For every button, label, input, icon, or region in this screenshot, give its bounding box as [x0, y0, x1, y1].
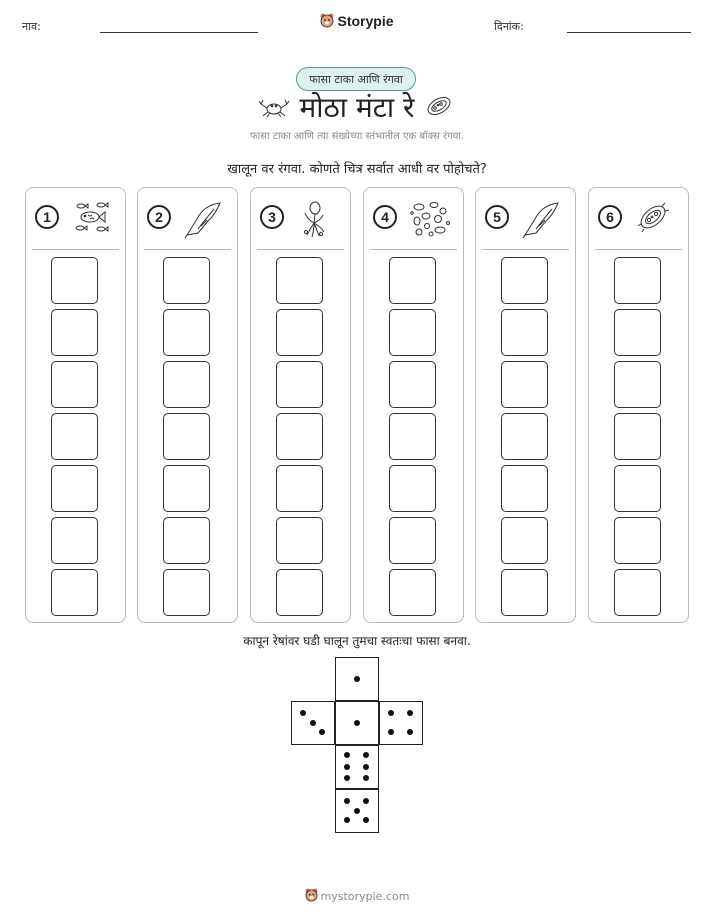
color-box[interactable]	[163, 465, 210, 512]
bear-logo-icon	[320, 13, 334, 32]
column-number: 5	[485, 205, 509, 229]
color-box[interactable]	[614, 569, 661, 616]
column-number: 2	[147, 205, 171, 229]
subtitle: फासा टाका आणि त्या संख्येच्या स्तंभातील एक बॉक्स रंगवा.	[249, 131, 465, 142]
date-label: दिनांक:	[494, 20, 524, 33]
column-divider	[257, 249, 344, 250]
color-box[interactable]	[501, 309, 548, 356]
die-pip	[363, 764, 369, 770]
color-box[interactable]	[51, 413, 98, 460]
color-box[interactable]	[389, 465, 436, 512]
color-box[interactable]	[276, 413, 323, 460]
column-3	[250, 187, 351, 623]
footer	[0, 888, 714, 906]
die-face	[379, 701, 423, 745]
color-box[interactable]	[276, 517, 323, 564]
column-number: 1	[35, 205, 59, 229]
column-2	[137, 187, 238, 623]
color-box[interactable]	[163, 309, 210, 356]
column-divider	[370, 249, 457, 250]
die-face	[291, 701, 335, 745]
column-number: 4	[373, 205, 397, 229]
column-4	[363, 187, 464, 623]
color-box[interactable]	[614, 413, 661, 460]
color-box[interactable]	[51, 309, 98, 356]
color-box[interactable]	[389, 517, 436, 564]
color-box[interactable]	[51, 569, 98, 616]
die-pip	[344, 798, 350, 804]
column-number: 6	[598, 205, 622, 229]
color-box[interactable]	[276, 569, 323, 616]
column-number: 3	[260, 205, 284, 229]
die-pip	[354, 808, 360, 814]
color-box[interactable]	[389, 361, 436, 408]
color-box[interactable]	[501, 517, 548, 564]
color-box[interactable]	[163, 517, 210, 564]
die-pip	[363, 817, 369, 823]
color-box[interactable]	[614, 309, 661, 356]
logo	[0, 13, 714, 32]
color-box[interactable]	[389, 309, 436, 356]
cut-instructions: कापून रेषांवर घडी घालून तुमचा स्वतःचा फासा बनवा.	[243, 634, 471, 648]
color-box[interactable]	[51, 257, 98, 304]
die-pip	[363, 752, 369, 758]
color-box[interactable]	[614, 465, 661, 512]
color-box[interactable]	[51, 465, 98, 512]
die-face	[335, 701, 379, 745]
name-label: नाव:	[22, 20, 41, 33]
color-box[interactable]	[163, 257, 210, 304]
color-box[interactable]	[163, 361, 210, 408]
die-face	[335, 789, 379, 833]
column-1	[25, 187, 126, 623]
microbe-icon	[424, 93, 454, 123]
die-pip	[407, 729, 413, 735]
color-box[interactable]	[276, 465, 323, 512]
die-pip	[388, 710, 394, 716]
column-divider	[32, 249, 119, 250]
bear-logo-icon	[305, 888, 318, 906]
color-box[interactable]	[389, 257, 436, 304]
microbe-icon	[635, 199, 671, 239]
column-6	[588, 187, 689, 623]
color-box[interactable]	[501, 361, 548, 408]
plankton-icon	[410, 199, 450, 243]
color-box[interactable]	[51, 517, 98, 564]
die-face	[335, 745, 379, 789]
die-pip	[344, 752, 350, 758]
color-box[interactable]	[389, 569, 436, 616]
die-pip	[354, 676, 360, 682]
column-divider	[595, 249, 682, 250]
color-box[interactable]	[614, 257, 661, 304]
die-pip	[354, 720, 360, 726]
die-pip	[363, 775, 369, 781]
color-box[interactable]	[276, 309, 323, 356]
activity-badge: फासा टाका आणि रंगवा	[296, 67, 416, 91]
color-box[interactable]	[501, 569, 548, 616]
date-line[interactable]	[567, 32, 691, 33]
color-box[interactable]	[501, 257, 548, 304]
column-divider	[482, 249, 569, 250]
die-pip	[363, 798, 369, 804]
die-face	[335, 657, 379, 701]
logo-text: Storypie	[337, 13, 394, 29]
color-box[interactable]	[163, 413, 210, 460]
question: खालून वर रंगवा. कोणते चित्र सर्वात आधी वर पोहोचते?	[227, 162, 487, 177]
die-pip	[344, 764, 350, 770]
die-pip	[310, 720, 316, 726]
color-box[interactable]	[389, 413, 436, 460]
die-pip	[407, 710, 413, 716]
color-box[interactable]	[276, 361, 323, 408]
color-box[interactable]	[501, 465, 548, 512]
die-pip	[344, 775, 350, 781]
footer-url: mystorypie.com	[320, 890, 410, 903]
color-box[interactable]	[51, 361, 98, 408]
fish-school-icon	[72, 199, 112, 239]
page-title: मोठा मंटा रे	[299, 91, 415, 124]
color-box[interactable]	[276, 257, 323, 304]
die-pip	[388, 729, 394, 735]
color-box[interactable]	[163, 569, 210, 616]
color-box[interactable]	[501, 413, 548, 460]
column-divider	[144, 249, 231, 250]
column-5	[475, 187, 576, 623]
manta-ray-icon	[522, 199, 562, 243]
die-pip	[300, 710, 306, 716]
color-box[interactable]	[614, 517, 661, 564]
die-pip	[319, 729, 325, 735]
name-line[interactable]	[100, 32, 258, 33]
manta-ray-icon	[184, 199, 224, 243]
color-box[interactable]	[614, 361, 661, 408]
die-pip	[344, 817, 350, 823]
sea-plant-icon	[297, 199, 327, 243]
